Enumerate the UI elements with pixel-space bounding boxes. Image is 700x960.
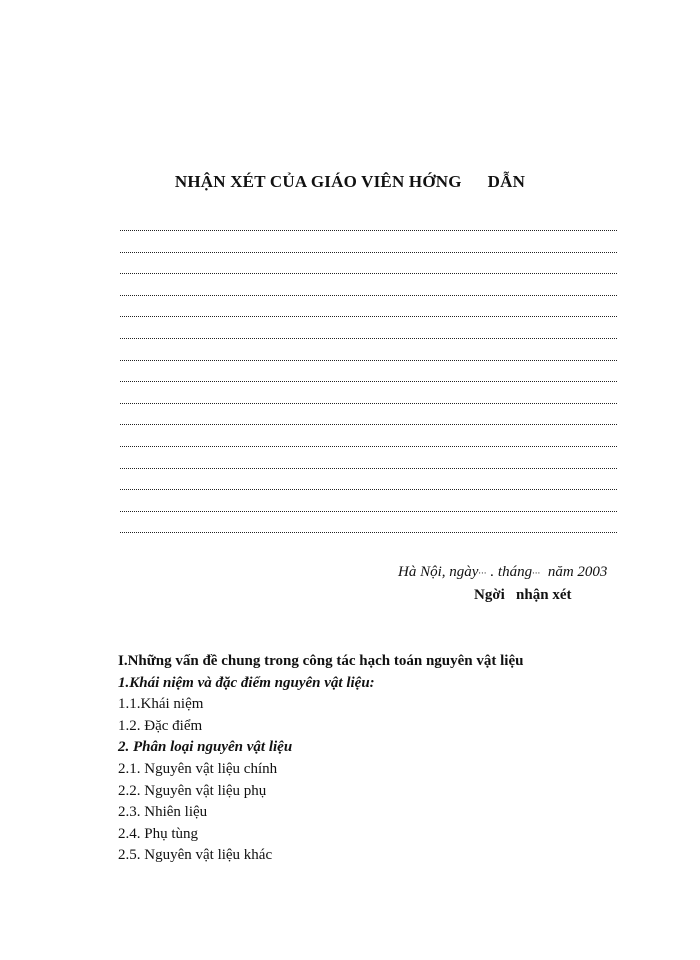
comment-dotted-line [120,507,617,529]
comment-dotted-line [120,399,617,421]
date-month-label: . tháng [486,564,533,580]
month-placeholder-dots: ··· [532,568,541,578]
outline-item: I.Những vấn đề chung trong công tác hạch toán nguyên vật liệu [118,653,524,669]
comment-dotted-line [120,291,617,313]
outline-item: 1.1.Khái niệm [118,696,204,713]
comment-dotted-line [120,464,617,486]
signature-label: Ngời nhận xét [474,587,572,603]
comment-dotted-line [120,312,617,334]
comment-dotted-line [120,226,617,248]
comment-dotted-line [120,248,617,270]
title-text-part2: DẪN [487,172,526,191]
date-year: năm 2003 [540,564,608,580]
comment-dotted-line [120,442,617,464]
title-text-part1: NHẬN XÉT CỦA GIÁO VIÊN HỚNG [174,172,462,191]
comment-area [120,226,617,550]
comment-dotted-line [120,356,617,378]
outline-item: 1.Khái niệm và đặc điểm nguyên vật liệu: [118,674,375,691]
comment-dotted-line [120,334,617,356]
signature-date [398,564,607,581]
outline-item: 2.1. Nguyên vật liệu chính [118,760,278,777]
day-placeholder-dots: ··· [478,568,487,578]
comment-dotted-line [120,528,617,550]
table-of-contents [118,651,523,867]
comment-dotted-line [120,485,617,507]
page-title [0,172,700,192]
outline-item: 2.2. Nguyên vật liệu phụ [118,782,267,799]
comment-dotted-line [120,377,617,399]
outline-item: 2.3. Nhiên liệu [118,804,208,821]
outline-item: 1.2. Đặc điểm [118,717,203,734]
outline-item: 2.5. Nguyên vật liệu khác [118,847,273,864]
comment-dotted-line [120,269,617,291]
outline-item: 2. Phân loại nguyên vật liệu [118,739,293,756]
outline-item: 2.4. Phụ tùng [118,825,199,842]
comment-dotted-line [120,420,617,442]
date-prefix: Hà Nội, ngày [398,564,479,580]
